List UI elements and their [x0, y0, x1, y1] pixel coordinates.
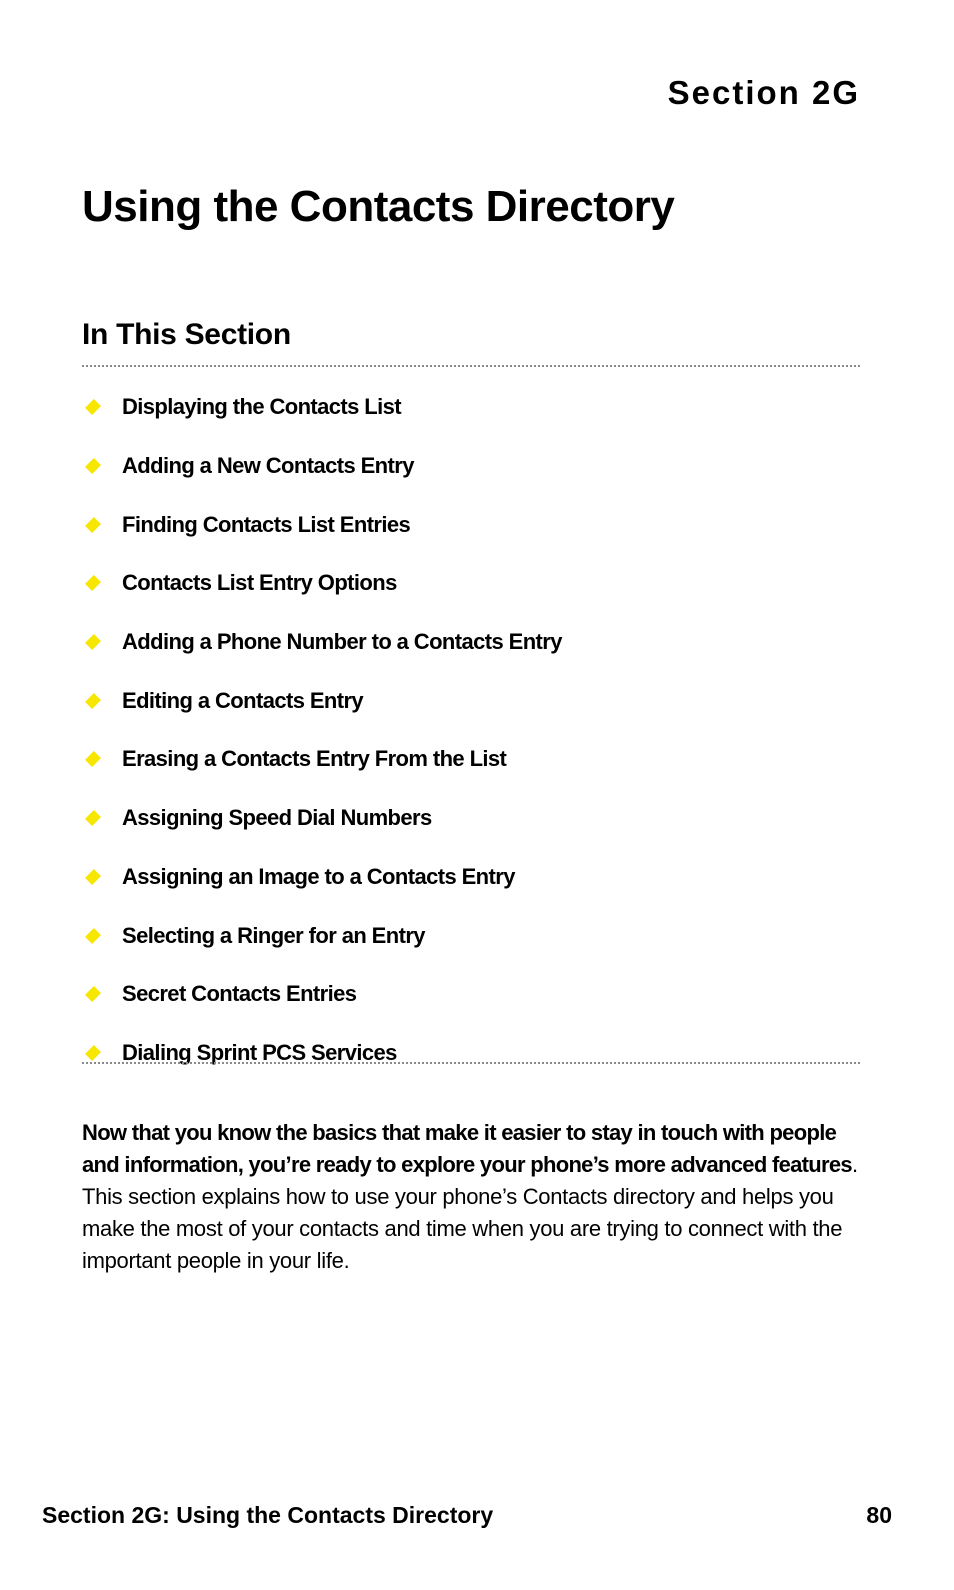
topic-label: Finding Contacts List Entries [122, 511, 411, 537]
topic-label: Displaying the Contacts List [122, 394, 402, 420]
list-item[interactable] [82, 554, 860, 613]
list-item[interactable] [82, 613, 860, 672]
diamond-bullet-icon [85, 399, 101, 415]
intro-regular-text: . This section explains how to use your phone’s Contacts directory and helps you make the most of your contacts and time when you are trying to connect with the important people in your life. [82, 1152, 858, 1273]
intro-paragraph [82, 1117, 872, 1277]
topic-label: Adding a New Contacts Entry [122, 453, 414, 479]
diamond-bullet-icon [85, 458, 101, 474]
page-title: Using the Contacts Directory [82, 182, 675, 231]
diamond-bullet-icon [85, 634, 101, 650]
topic-list [82, 378, 860, 1082]
divider-bottom [82, 1062, 860, 1064]
diamond-bullet-icon [85, 928, 101, 944]
list-item[interactable] [82, 965, 860, 1024]
intro-bold-text: Now that you know the basics that make it easier to stay in touch with people and information, you’re ready to explore your phone’s more advanced features [82, 1120, 852, 1177]
in-this-section-heading: In This Section [82, 318, 291, 351]
list-item[interactable] [82, 789, 860, 848]
topic-label: Assigning Speed Dial Numbers [122, 805, 432, 831]
list-item[interactable] [82, 848, 860, 907]
divider-top [82, 365, 860, 367]
topic-label: Editing a Contacts Entry [122, 687, 364, 713]
diamond-bullet-icon [85, 986, 101, 1002]
list-item[interactable] [82, 730, 860, 789]
topic-label: Erasing a Contacts Entry From the List [122, 746, 507, 772]
diamond-bullet-icon [85, 752, 101, 768]
list-item[interactable] [82, 906, 860, 965]
topic-label: Contacts List Entry Options [122, 570, 397, 596]
topic-label: Assigning an Image to a Contacts Entry [122, 863, 515, 889]
section-label: Section 2G [667, 74, 860, 111]
diamond-bullet-icon [85, 810, 101, 826]
list-item[interactable] [82, 437, 860, 496]
diamond-bullet-icon [85, 575, 101, 591]
list-item[interactable] [82, 1024, 860, 1083]
footer-section-title: Section 2G: Using the Contacts Directory [42, 1502, 494, 1528]
topic-label: Adding a Phone Number to a Contacts Entry [122, 629, 562, 655]
diamond-bullet-icon [85, 869, 101, 885]
list-item[interactable] [82, 671, 860, 730]
list-item[interactable] [82, 495, 860, 554]
topic-label: Dialing Sprint PCS Services [122, 1039, 397, 1065]
diamond-bullet-icon [85, 1045, 101, 1061]
diamond-bullet-icon [85, 693, 101, 709]
diamond-bullet-icon [85, 517, 101, 533]
list-item[interactable] [82, 378, 860, 437]
topic-label: Selecting a Ringer for an Entry [122, 922, 425, 948]
topic-label: Secret Contacts Entries [122, 981, 357, 1007]
footer-page-number: 80 [866, 1502, 892, 1528]
